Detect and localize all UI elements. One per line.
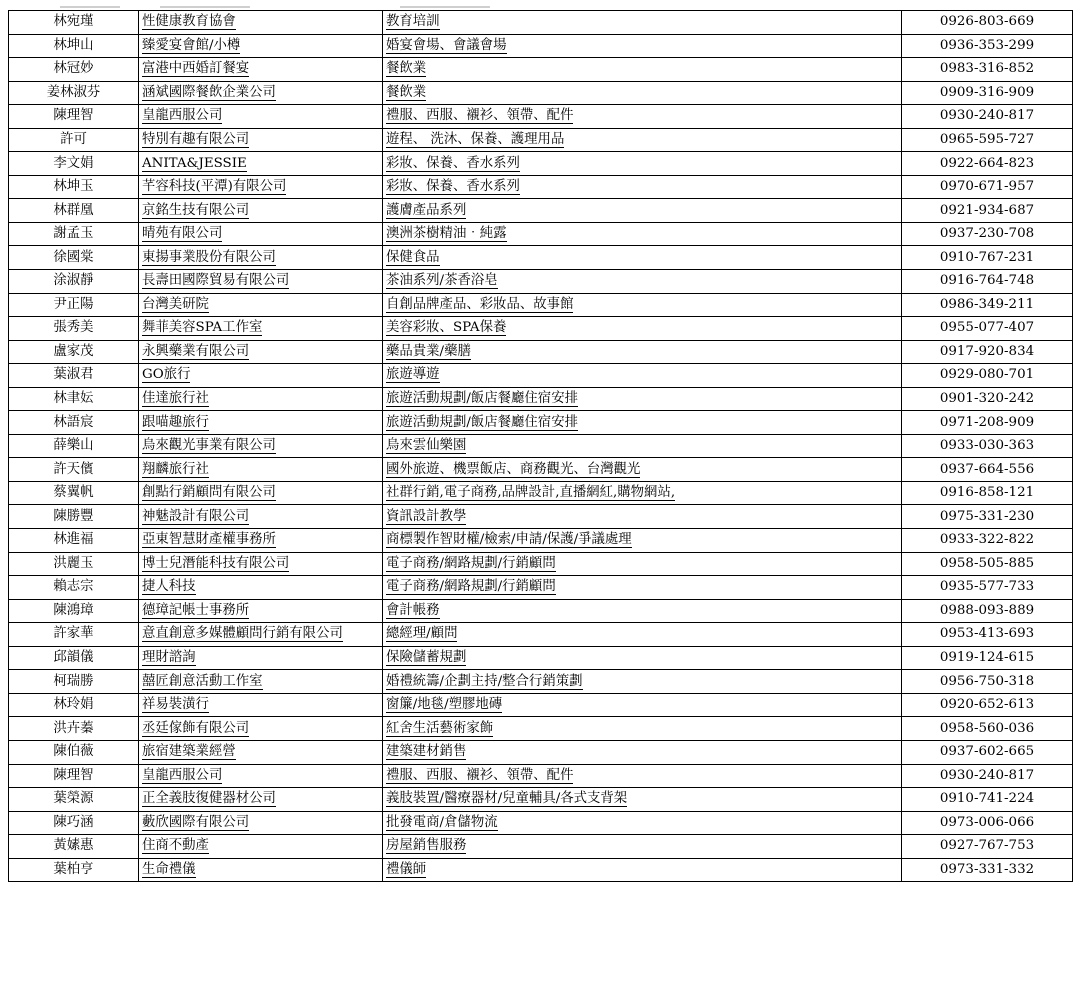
contact-name-cell: 姜林淑芬 — [9, 81, 139, 105]
company-text: 翔麟旅行社 — [142, 461, 209, 477]
contact-table — [8, 10, 1073, 882]
business-cell — [383, 11, 902, 35]
contact-name-cell: 張秀美 — [9, 317, 139, 341]
business-text: 彩妝、保養、香水系列 — [386, 179, 520, 195]
business-cell — [383, 105, 902, 129]
company-text: 長壽田國際貿易有限公司 — [142, 273, 290, 289]
phone-cell: 0909-316-909 — [902, 81, 1073, 105]
company-cell — [139, 199, 383, 223]
business-text: 教育培訓 — [386, 14, 440, 30]
company-text: 永興藥業有限公司 — [142, 343, 250, 359]
table-row — [9, 646, 1073, 670]
contact-name-cell: 邱韻儀 — [9, 646, 139, 670]
company-text: 晴苑有限公司 — [142, 226, 223, 242]
business-cell — [383, 175, 902, 199]
company-cell — [139, 552, 383, 576]
company-cell — [139, 152, 383, 176]
table-row — [9, 811, 1073, 835]
company-text: 藪欣國際有限公司 — [142, 814, 250, 830]
company-text: 涵斌國際餐飲企業公司 — [142, 84, 276, 100]
table-row — [9, 458, 1073, 482]
company-cell — [139, 364, 383, 388]
contact-name-cell: 陳勝豐 — [9, 505, 139, 529]
company-text: 東揚事業股份有限公司 — [142, 249, 276, 265]
business-text: 美容彩妝、SPA保養 — [386, 320, 507, 336]
business-cell — [383, 340, 902, 364]
contact-name-cell: 謝孟玉 — [9, 222, 139, 246]
company-cell — [139, 317, 383, 341]
company-text: 皇龍西服公司 — [142, 108, 223, 124]
company-text: 祥易裝潢行 — [142, 697, 209, 713]
business-text: 電子商務/網路規劃/行銷顧問 — [386, 555, 556, 571]
company-cell — [139, 811, 383, 835]
business-cell — [383, 811, 902, 835]
company-text: 性健康教育協會 — [142, 14, 236, 30]
company-cell — [139, 175, 383, 199]
contact-name-cell: 賴志宗 — [9, 576, 139, 600]
contact-name-cell: 葉榮源 — [9, 788, 139, 812]
company-text: 正全義肢復健器材公司 — [142, 791, 276, 807]
company-text: 富港中西婚訂餐宴 — [142, 61, 250, 77]
company-cell — [139, 788, 383, 812]
contact-name-cell: 陳巧涵 — [9, 811, 139, 835]
business-cell — [383, 670, 902, 694]
company-cell — [139, 270, 383, 294]
phone-cell: 0970-671-957 — [902, 175, 1073, 199]
business-text: 建築建材銷售 — [386, 744, 467, 760]
contact-name-cell: 林宛瑾 — [9, 11, 139, 35]
company-text: 意直創意多媒體顧問行銷有限公司 — [142, 626, 343, 642]
business-text: 會計帳務 — [386, 602, 440, 618]
phone-cell: 0935-577-733 — [902, 576, 1073, 600]
company-cell — [139, 693, 383, 717]
phone-cell: 0916-764-748 — [902, 270, 1073, 294]
phone-cell: 0953-413-693 — [902, 623, 1073, 647]
table-row — [9, 693, 1073, 717]
contact-name-cell: 薛樂山 — [9, 434, 139, 458]
contact-name-cell: 洪卉蓁 — [9, 717, 139, 741]
company-cell — [139, 740, 383, 764]
phone-cell: 0921-934-687 — [902, 199, 1073, 223]
company-cell — [139, 81, 383, 105]
table-row — [9, 788, 1073, 812]
company-cell — [139, 411, 383, 435]
table-row — [9, 858, 1073, 882]
business-cell — [383, 81, 902, 105]
company-cell — [139, 458, 383, 482]
company-cell — [139, 11, 383, 35]
phone-cell: 0983-316-852 — [902, 58, 1073, 82]
company-text: 台灣美研院 — [142, 296, 209, 312]
business-cell — [383, 717, 902, 741]
phone-cell: 0958-505-885 — [902, 552, 1073, 576]
phone-cell: 0930-240-817 — [902, 764, 1073, 788]
table-row — [9, 58, 1073, 82]
company-text: 德璋記帳士事務所 — [142, 602, 250, 618]
table-row — [9, 34, 1073, 58]
phone-cell: 0910-741-224 — [902, 788, 1073, 812]
company-cell — [139, 835, 383, 859]
table-row — [9, 434, 1073, 458]
company-text: 博士兒潛能科技有限公司 — [142, 555, 290, 571]
table-row — [9, 599, 1073, 623]
business-text: 窗簾/地毯/塑膠地磚 — [386, 697, 503, 713]
business-text: 房屋銷售服務 — [386, 838, 467, 854]
business-text: 婚宴會場、會議會場 — [386, 37, 507, 53]
business-cell — [383, 317, 902, 341]
company-text: 囍匠創意活動工作室 — [142, 673, 263, 689]
business-text: 資訊設計教學 — [386, 508, 467, 524]
table-row — [9, 717, 1073, 741]
company-cell — [139, 105, 383, 129]
business-cell — [383, 623, 902, 647]
contact-name-cell: 洪麗玉 — [9, 552, 139, 576]
company-text: 捷人科技 — [142, 579, 196, 595]
phone-cell: 0916-858-121 — [902, 481, 1073, 505]
phone-cell: 0929-080-701 — [902, 364, 1073, 388]
company-text: 舞菲美容SPA工作室 — [142, 320, 263, 336]
business-text: 電子商務/網路規劃/行銷顧問 — [386, 579, 556, 595]
table-row — [9, 740, 1073, 764]
business-text: 總經理/顧問 — [386, 626, 458, 642]
business-cell — [383, 387, 902, 411]
company-text: 佳達旅行社 — [142, 391, 209, 407]
business-text: 彩妝、保養、香水系列 — [386, 155, 520, 171]
company-cell — [139, 34, 383, 58]
phone-cell: 0917-920-834 — [902, 340, 1073, 364]
business-cell — [383, 434, 902, 458]
contact-name-cell: 陳伯薇 — [9, 740, 139, 764]
business-cell — [383, 764, 902, 788]
business-cell — [383, 199, 902, 223]
phone-cell: 0937-230-708 — [902, 222, 1073, 246]
company-cell — [139, 505, 383, 529]
phone-cell: 0922-664-823 — [902, 152, 1073, 176]
business-text: 自創品牌產品、彩妝品、故事館 — [386, 296, 574, 312]
business-text: 澳洲茶樹精油‧純露 — [386, 226, 507, 242]
business-text: 餐飲業 — [386, 84, 427, 100]
business-cell — [383, 458, 902, 482]
phone-cell: 0937-602-665 — [902, 740, 1073, 764]
business-cell — [383, 858, 902, 882]
company-cell — [139, 434, 383, 458]
business-cell — [383, 788, 902, 812]
contact-name-cell: 林坤玉 — [9, 175, 139, 199]
business-text: 保健食品 — [386, 249, 440, 265]
table-row — [9, 175, 1073, 199]
phone-cell: 0956-750-318 — [902, 670, 1073, 694]
phone-cell: 0965-595-727 — [902, 128, 1073, 152]
business-cell — [383, 599, 902, 623]
business-cell — [383, 270, 902, 294]
business-cell — [383, 246, 902, 270]
phone-cell: 0973-006-066 — [902, 811, 1073, 835]
company-text: 丞廷傢飾有限公司 — [142, 720, 250, 736]
company-text: 皇龍西服公司 — [142, 767, 223, 783]
business-cell — [383, 411, 902, 435]
table-row — [9, 835, 1073, 859]
business-cell — [383, 34, 902, 58]
business-cell — [383, 576, 902, 600]
business-text: 禮服、西服、襯衫、領帶、配件 — [386, 767, 574, 783]
table-row — [9, 623, 1073, 647]
company-cell — [139, 222, 383, 246]
table-row — [9, 293, 1073, 317]
business-cell — [383, 646, 902, 670]
company-cell — [139, 717, 383, 741]
company-text: ANITA&JESSIE — [142, 155, 247, 171]
table-row — [9, 270, 1073, 294]
table-row — [9, 105, 1073, 129]
company-text: 亞東智慧財產權事務所 — [142, 532, 276, 548]
contact-name-cell: 林冠妙 — [9, 58, 139, 82]
company-cell — [139, 623, 383, 647]
business-cell — [383, 481, 902, 505]
phone-cell: 0971-208-909 — [902, 411, 1073, 435]
business-cell — [383, 693, 902, 717]
company-cell — [139, 128, 383, 152]
business-text: 旅遊活動規劃/飯店餐廳住宿安排 — [386, 414, 578, 430]
company-text: 住商不動產 — [142, 838, 209, 854]
company-cell — [139, 293, 383, 317]
table-row — [9, 529, 1073, 553]
table-row — [9, 764, 1073, 788]
table-row — [9, 576, 1073, 600]
company-cell — [139, 670, 383, 694]
company-text: 跟喵趣旅行 — [142, 414, 209, 430]
contact-name-cell: 林進福 — [9, 529, 139, 553]
phone-cell: 0901-320-242 — [902, 387, 1073, 411]
contact-name-cell: 林玲娟 — [9, 693, 139, 717]
contact-name-cell: 林語宸 — [9, 411, 139, 435]
contact-name-cell: 葉淑君 — [9, 364, 139, 388]
company-text: 生命禮儀 — [142, 861, 196, 877]
business-text: 保險儲蓄規劃 — [386, 650, 467, 666]
company-cell — [139, 529, 383, 553]
business-text: 旅遊導遊 — [386, 367, 440, 383]
phone-cell: 0986-349-211 — [902, 293, 1073, 317]
company-text: 京銘生技有限公司 — [142, 202, 250, 218]
business-text: 商標製作智財權/檢索/申請/保護/爭議處理 — [386, 532, 632, 548]
business-text: 藥品貴業/藥膳 — [386, 343, 471, 359]
business-cell — [383, 293, 902, 317]
phone-cell: 0955-077-407 — [902, 317, 1073, 341]
phone-cell: 0936-353-299 — [902, 34, 1073, 58]
phone-cell: 0973-331-332 — [902, 858, 1073, 882]
business-text: 義肢裝置/醫療器材/兒童輔具/各式支背架 — [386, 791, 628, 807]
table-row — [9, 128, 1073, 152]
business-text: 批發電商/倉儲物流 — [386, 814, 498, 830]
phone-cell: 0937-664-556 — [902, 458, 1073, 482]
company-cell — [139, 576, 383, 600]
company-text: 旅宿建築業經營 — [142, 744, 236, 760]
contact-name-cell: 黃嫊惠 — [9, 835, 139, 859]
company-cell — [139, 599, 383, 623]
company-cell — [139, 646, 383, 670]
business-cell — [383, 740, 902, 764]
table-row — [9, 81, 1073, 105]
business-text: 社群行銷,電子商務,品牌設計,直播網紅,購物網站, — [386, 485, 676, 501]
business-cell — [383, 529, 902, 553]
business-text: 婚禮統籌/企劃主持/整合行銷策劃 — [386, 673, 583, 689]
table-row — [9, 11, 1073, 35]
company-text: 芊容科技(平潭)有限公司 — [142, 179, 287, 195]
table-row — [9, 199, 1073, 223]
business-text: 紅舍生活藝術家飾 — [386, 720, 494, 736]
company-text: 臻愛宴會館/小樽 — [142, 37, 241, 53]
company-cell — [139, 246, 383, 270]
contact-name-cell: 李文娟 — [9, 152, 139, 176]
table-row — [9, 411, 1073, 435]
business-text: 禮服、西服、襯衫、領帶、配件 — [386, 108, 574, 124]
contact-name-cell: 林坤山 — [9, 34, 139, 58]
contact-name-cell: 蔡翼帆 — [9, 481, 139, 505]
company-cell — [139, 340, 383, 364]
business-cell — [383, 152, 902, 176]
business-text: 烏來雲仙樂園 — [386, 438, 467, 454]
company-text: 特別有趣有限公司 — [142, 132, 250, 147]
contact-name-cell: 柯瑞勝 — [9, 670, 139, 694]
company-text: 創點行銷顧問有限公司 — [142, 485, 276, 501]
business-text: 茶油系列/茶香浴皂 — [386, 273, 498, 289]
phone-cell: 0930-240-817 — [902, 105, 1073, 129]
table-row — [9, 152, 1073, 176]
contact-name-cell: 葉柏亨 — [9, 858, 139, 882]
table-row — [9, 317, 1073, 341]
table-row — [9, 387, 1073, 411]
phone-cell: 0933-030-363 — [902, 434, 1073, 458]
phone-cell: 0920-652-613 — [902, 693, 1073, 717]
contact-name-cell: 許可 — [9, 128, 139, 152]
phone-cell: 0933-322-822 — [902, 529, 1073, 553]
contact-name-cell: 林群凰 — [9, 199, 139, 223]
table-row — [9, 670, 1073, 694]
contact-name-cell: 涂淑靜 — [9, 270, 139, 294]
phone-cell: 0927-767-753 — [902, 835, 1073, 859]
phone-cell: 0988-093-889 — [902, 599, 1073, 623]
business-text: 旅遊活動規劃/飯店餐廳住宿安排 — [386, 391, 578, 407]
phone-cell: 0958-560-036 — [902, 717, 1073, 741]
phone-cell: 0910-767-231 — [902, 246, 1073, 270]
company-cell — [139, 481, 383, 505]
contact-name-cell: 徐國棠 — [9, 246, 139, 270]
table-row — [9, 481, 1073, 505]
contact-name-cell: 陳理智 — [9, 764, 139, 788]
contact-name-cell: 陳鴻璋 — [9, 599, 139, 623]
business-cell — [383, 222, 902, 246]
company-cell — [139, 858, 383, 882]
contact-name-cell: 尹正陽 — [9, 293, 139, 317]
company-cell — [139, 387, 383, 411]
company-cell — [139, 764, 383, 788]
business-text: 禮儀師 — [386, 861, 427, 877]
business-cell — [383, 364, 902, 388]
business-cell — [383, 552, 902, 576]
business-text: 遊程、 洗沐、保養、護理用品 — [386, 132, 565, 147]
table-row — [9, 246, 1073, 270]
contact-name-cell: 陳理智 — [9, 105, 139, 129]
company-cell — [139, 58, 383, 82]
business-cell — [383, 505, 902, 529]
previous-row-fragment — [0, 0, 1084, 10]
table-row — [9, 364, 1073, 388]
contact-name-cell: 盧家茂 — [9, 340, 139, 364]
phone-cell: 0926-803-669 — [902, 11, 1073, 35]
table-body — [9, 11, 1073, 882]
table-row — [9, 222, 1073, 246]
business-text: 護膚產品系列 — [386, 202, 467, 218]
business-cell — [383, 58, 902, 82]
company-text: 理財諮詢 — [142, 650, 196, 666]
company-text: GO旅行 — [142, 367, 191, 383]
business-text: 國外旅遊、機票飯店、商務觀光、台灣觀光 — [386, 461, 641, 477]
business-cell — [383, 835, 902, 859]
contact-name-cell: 林聿妘 — [9, 387, 139, 411]
table-row — [9, 340, 1073, 364]
contact-name-cell: 許家華 — [9, 623, 139, 647]
contact-name-cell: 許天儐 — [9, 458, 139, 482]
phone-cell: 0975-331-230 — [902, 505, 1073, 529]
table-row — [9, 552, 1073, 576]
business-text: 餐飲業 — [386, 61, 427, 77]
phone-cell: 0919-124-615 — [902, 646, 1073, 670]
business-cell — [383, 128, 902, 152]
company-text: 烏來觀光事業有限公司 — [142, 438, 276, 454]
table-row — [9, 505, 1073, 529]
company-text: 神魅設計有限公司 — [142, 508, 250, 524]
